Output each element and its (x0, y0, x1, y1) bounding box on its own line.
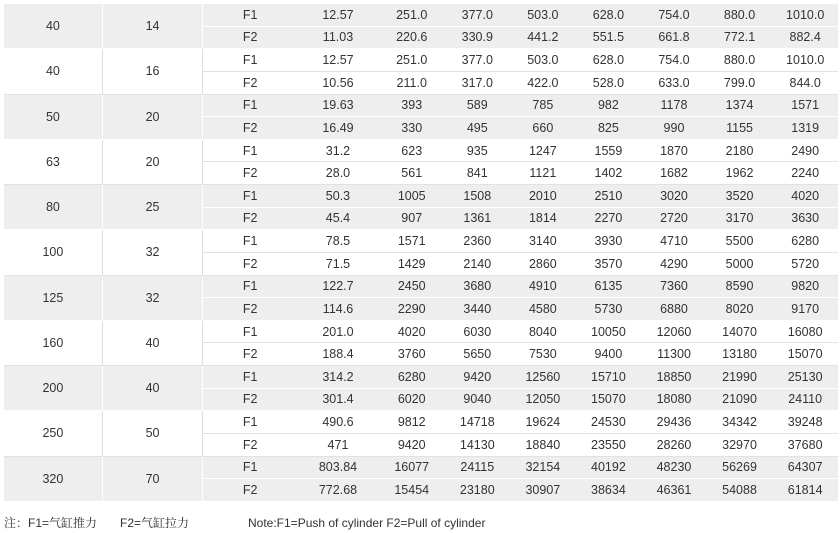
force-value-cell: 330.9 (445, 26, 511, 49)
force-value-cell: 4580 (510, 298, 576, 321)
force-value-cell: 188.4 (297, 343, 379, 366)
force-type-cell: F2 (203, 207, 297, 230)
force-value-cell: 9820 (772, 275, 838, 298)
force-value-cell: 201.0 (297, 320, 379, 343)
force-value-cell: 880.0 (707, 4, 773, 26)
force-value-cell: 5730 (576, 298, 642, 321)
bore-cell: 50 (4, 94, 102, 139)
force-value-cell: 3680 (445, 275, 511, 298)
force-value-cell: 8590 (707, 275, 773, 298)
table-footnote (4, 514, 485, 531)
force-type-cell: F2 (203, 433, 297, 456)
force-value-cell: 24530 (576, 411, 642, 434)
force-value-cell: 5720 (772, 252, 838, 275)
force-value-cell: 3170 (707, 207, 773, 230)
force-value-cell: 551.5 (576, 26, 642, 49)
force-value-cell: 21990 (707, 366, 773, 389)
bore-cell: 40 (4, 4, 102, 49)
force-value-cell: 4910 (510, 275, 576, 298)
note-cn-f2: F2=气缸拉力 (120, 516, 190, 530)
force-value-cell: 660 (510, 117, 576, 140)
force-type-cell: F2 (203, 252, 297, 275)
force-value-cell: 15070 (772, 343, 838, 366)
rod-cell: 70 (102, 456, 202, 501)
force-value-cell: 32154 (510, 456, 576, 479)
force-value-cell: 4710 (641, 230, 707, 253)
force-value-cell: 71.5 (297, 252, 379, 275)
force-value-cell: 982 (576, 94, 642, 117)
force-value-cell: 1178 (641, 94, 707, 117)
force-value-cell: 314.2 (297, 366, 379, 389)
force-value-cell: 2450 (379, 275, 445, 298)
bore-cell: 320 (4, 456, 102, 501)
force-value-cell: 24110 (772, 388, 838, 411)
force-value-cell: 2290 (379, 298, 445, 321)
force-type-cell: F1 (203, 230, 297, 253)
force-value-cell: 54088 (707, 479, 773, 502)
force-value-cell: 2270 (576, 207, 642, 230)
force-value-cell: 301.4 (297, 388, 379, 411)
force-value-cell: 8020 (707, 298, 773, 321)
force-value-cell: 1010.0 (772, 49, 838, 72)
force-type-cell: F1 (203, 320, 297, 343)
force-value-cell: 16077 (379, 456, 445, 479)
force-value-cell: 6880 (641, 298, 707, 321)
force-value-cell: 21090 (707, 388, 773, 411)
force-value-cell: 754.0 (641, 49, 707, 72)
force-value-cell: 628.0 (576, 49, 642, 72)
force-type-cell: F2 (203, 343, 297, 366)
force-value-cell: 880.0 (707, 49, 773, 72)
force-value-cell: 56269 (707, 456, 773, 479)
force-type-cell: F2 (203, 298, 297, 321)
force-value-cell: 12560 (510, 366, 576, 389)
force-value-cell: 503.0 (510, 4, 576, 26)
force-value-cell: 50.3 (297, 185, 379, 208)
force-value-cell: 377.0 (445, 49, 511, 72)
force-value-cell: 1814 (510, 207, 576, 230)
force-value-cell: 1559 (576, 139, 642, 162)
force-value-cell: 64307 (772, 456, 838, 479)
force-value-cell: 16080 (772, 320, 838, 343)
force-value-cell: 2140 (445, 252, 511, 275)
force-value-cell: 2860 (510, 252, 576, 275)
force-value-cell: 37680 (772, 433, 838, 456)
rod-cell: 16 (102, 49, 202, 94)
table-row (4, 366, 838, 389)
force-value-cell: 1571 (772, 94, 838, 117)
force-value-cell: 10050 (576, 320, 642, 343)
force-value-cell: 12050 (510, 388, 576, 411)
force-value-cell: 12060 (641, 320, 707, 343)
force-value-cell: 31.2 (297, 139, 379, 162)
force-value-cell: 14070 (707, 320, 773, 343)
force-value-cell: 528.0 (576, 71, 642, 94)
rod-cell: 25 (102, 185, 202, 230)
force-value-cell: 34342 (707, 411, 773, 434)
force-value-cell: 6280 (772, 230, 838, 253)
force-value-cell: 23180 (445, 479, 511, 502)
force-value-cell: 6020 (379, 388, 445, 411)
table-row (4, 185, 838, 208)
force-type-cell: F1 (203, 94, 297, 117)
bore-cell: 63 (4, 139, 102, 184)
force-value-cell: 772.68 (297, 479, 379, 502)
note-en: Note:F1=Push of cylinder F2=Pull of cylinder (248, 516, 486, 530)
force-value-cell: 24115 (445, 456, 511, 479)
force-value-cell: 13180 (707, 343, 773, 366)
force-value-cell: 2240 (772, 162, 838, 185)
force-value-cell: 12.57 (297, 49, 379, 72)
force-value-cell: 29436 (641, 411, 707, 434)
force-value-cell: 1319 (772, 117, 838, 140)
force-value-cell: 441.2 (510, 26, 576, 49)
force-value-cell: 114.6 (297, 298, 379, 321)
force-value-cell: 422.0 (510, 71, 576, 94)
force-value-cell: 30907 (510, 479, 576, 502)
force-value-cell: 5000 (707, 252, 773, 275)
force-value-cell: 251.0 (379, 4, 445, 26)
rod-cell: 20 (102, 94, 202, 139)
force-value-cell: 1361 (445, 207, 511, 230)
force-value-cell: 1121 (510, 162, 576, 185)
force-value-cell: 1508 (445, 185, 511, 208)
force-value-cell: 5650 (445, 343, 511, 366)
force-value-cell: 803.84 (297, 456, 379, 479)
force-value-cell: 9040 (445, 388, 511, 411)
force-value-cell: 490.6 (297, 411, 379, 434)
force-value-cell: 3760 (379, 343, 445, 366)
force-value-cell: 2490 (772, 139, 838, 162)
force-value-cell: 32970 (707, 433, 773, 456)
force-value-cell: 38634 (576, 479, 642, 502)
force-value-cell: 11300 (641, 343, 707, 366)
rod-cell: 32 (102, 275, 202, 320)
force-type-cell: F1 (203, 4, 297, 26)
force-value-cell: 495 (445, 117, 511, 140)
force-value-cell: 18850 (641, 366, 707, 389)
bore-cell: 160 (4, 320, 102, 365)
bore-cell: 80 (4, 185, 102, 230)
force-value-cell: 825 (576, 117, 642, 140)
force-value-cell: 15070 (576, 388, 642, 411)
force-type-cell: F2 (203, 117, 297, 140)
force-type-cell: F2 (203, 479, 297, 502)
force-value-cell: 1429 (379, 252, 445, 275)
force-value-cell: 14130 (445, 433, 511, 456)
force-value-cell: 3020 (641, 185, 707, 208)
force-value-cell: 61814 (772, 479, 838, 502)
force-value-cell: 393 (379, 94, 445, 117)
rod-cell: 50 (102, 411, 202, 456)
force-value-cell: 6135 (576, 275, 642, 298)
force-value-cell: 23550 (576, 433, 642, 456)
force-value-cell: 1155 (707, 117, 773, 140)
force-value-cell: 1374 (707, 94, 773, 117)
force-value-cell: 3140 (510, 230, 576, 253)
force-value-cell: 15454 (379, 479, 445, 502)
force-type-cell: F1 (203, 49, 297, 72)
force-value-cell: 754.0 (641, 4, 707, 26)
table-body (4, 4, 838, 501)
force-value-cell: 2180 (707, 139, 773, 162)
force-value-cell: 7530 (510, 343, 576, 366)
force-value-cell: 3930 (576, 230, 642, 253)
force-value-cell: 2360 (445, 230, 511, 253)
force-value-cell: 10.56 (297, 71, 379, 94)
force-value-cell: 844.0 (772, 71, 838, 94)
force-value-cell: 6030 (445, 320, 511, 343)
force-value-cell: 6280 (379, 366, 445, 389)
force-value-cell: 16.49 (297, 117, 379, 140)
force-value-cell: 40192 (576, 456, 642, 479)
force-value-cell: 1402 (576, 162, 642, 185)
force-value-cell: 220.6 (379, 26, 445, 49)
force-value-cell: 5500 (707, 230, 773, 253)
force-value-cell: 1571 (379, 230, 445, 253)
force-type-cell: F1 (203, 185, 297, 208)
force-value-cell: 1247 (510, 139, 576, 162)
force-value-cell: 3570 (576, 252, 642, 275)
table-row (4, 49, 838, 72)
force-value-cell: 317.0 (445, 71, 511, 94)
force-value-cell: 7360 (641, 275, 707, 298)
force-value-cell: 1005 (379, 185, 445, 208)
force-value-cell: 9420 (379, 433, 445, 456)
force-value-cell: 623 (379, 139, 445, 162)
force-value-cell: 15710 (576, 366, 642, 389)
force-value-cell: 633.0 (641, 71, 707, 94)
table-row (4, 230, 838, 253)
force-value-cell: 935 (445, 139, 511, 162)
force-value-cell: 39248 (772, 411, 838, 434)
table-row (4, 320, 838, 343)
force-type-cell: F2 (203, 162, 297, 185)
force-value-cell: 28.0 (297, 162, 379, 185)
force-value-cell: 122.7 (297, 275, 379, 298)
force-type-cell: F2 (203, 26, 297, 49)
force-type-cell: F1 (203, 139, 297, 162)
force-value-cell: 48230 (641, 456, 707, 479)
force-value-cell: 4020 (379, 320, 445, 343)
force-value-cell: 589 (445, 94, 511, 117)
force-value-cell: 25130 (772, 366, 838, 389)
force-type-cell: F2 (203, 388, 297, 411)
force-value-cell: 4290 (641, 252, 707, 275)
table-row (4, 456, 838, 479)
force-value-cell: 1870 (641, 139, 707, 162)
bore-cell: 125 (4, 275, 102, 320)
force-type-cell: F1 (203, 456, 297, 479)
bore-cell: 100 (4, 230, 102, 275)
force-value-cell: 1010.0 (772, 4, 838, 26)
force-value-cell: 251.0 (379, 49, 445, 72)
force-value-cell: 330 (379, 117, 445, 140)
force-value-cell: 19624 (510, 411, 576, 434)
force-value-cell: 471 (297, 433, 379, 456)
force-value-cell: 19.63 (297, 94, 379, 117)
force-value-cell: 3440 (445, 298, 511, 321)
table-row (4, 411, 838, 434)
force-value-cell: 3630 (772, 207, 838, 230)
force-type-cell: F1 (203, 275, 297, 298)
table-row (4, 275, 838, 298)
force-value-cell: 1682 (641, 162, 707, 185)
rod-cell: 20 (102, 139, 202, 184)
force-value-cell: 503.0 (510, 49, 576, 72)
bore-cell: 250 (4, 411, 102, 456)
force-value-cell: 4020 (772, 185, 838, 208)
force-value-cell: 2720 (641, 207, 707, 230)
rod-cell: 40 (102, 366, 202, 411)
force-value-cell: 1962 (707, 162, 773, 185)
force-value-cell: 799.0 (707, 71, 773, 94)
force-value-cell: 45.4 (297, 207, 379, 230)
force-value-cell: 211.0 (379, 71, 445, 94)
force-value-cell: 3520 (707, 185, 773, 208)
force-value-cell: 2510 (576, 185, 642, 208)
force-value-cell: 561 (379, 162, 445, 185)
force-value-cell: 12.57 (297, 4, 379, 26)
force-type-cell: F1 (203, 366, 297, 389)
force-value-cell: 990 (641, 117, 707, 140)
force-value-cell: 28260 (641, 433, 707, 456)
force-value-cell: 9400 (576, 343, 642, 366)
force-value-cell: 377.0 (445, 4, 511, 26)
force-type-cell: F2 (203, 71, 297, 94)
cylinder-force-table (4, 4, 838, 502)
table-row (4, 4, 838, 26)
force-type-cell: F1 (203, 411, 297, 434)
force-value-cell: 841 (445, 162, 511, 185)
force-value-cell: 907 (379, 207, 445, 230)
force-value-cell: 785 (510, 94, 576, 117)
bore-cell: 200 (4, 366, 102, 411)
force-value-cell: 78.5 (297, 230, 379, 253)
rod-cell: 14 (102, 4, 202, 49)
rod-cell: 40 (102, 320, 202, 365)
force-value-cell: 661.8 (641, 26, 707, 49)
table-row (4, 94, 838, 117)
force-value-cell: 2010 (510, 185, 576, 208)
force-value-cell: 9170 (772, 298, 838, 321)
force-value-cell: 18840 (510, 433, 576, 456)
force-value-cell: 8040 (510, 320, 576, 343)
force-value-cell: 628.0 (576, 4, 642, 26)
note-cn-f1: 注：F1=气缸推力 (4, 516, 98, 530)
force-value-cell: 882.4 (772, 26, 838, 49)
table-row (4, 139, 838, 162)
force-value-cell: 9420 (445, 366, 511, 389)
bore-cell: 40 (4, 49, 102, 94)
force-value-cell: 9812 (379, 411, 445, 434)
force-value-cell: 46361 (641, 479, 707, 502)
force-value-cell: 14718 (445, 411, 511, 434)
force-value-cell: 18080 (641, 388, 707, 411)
force-value-cell: 11.03 (297, 26, 379, 49)
force-value-cell: 772.1 (707, 26, 773, 49)
rod-cell: 32 (102, 230, 202, 275)
